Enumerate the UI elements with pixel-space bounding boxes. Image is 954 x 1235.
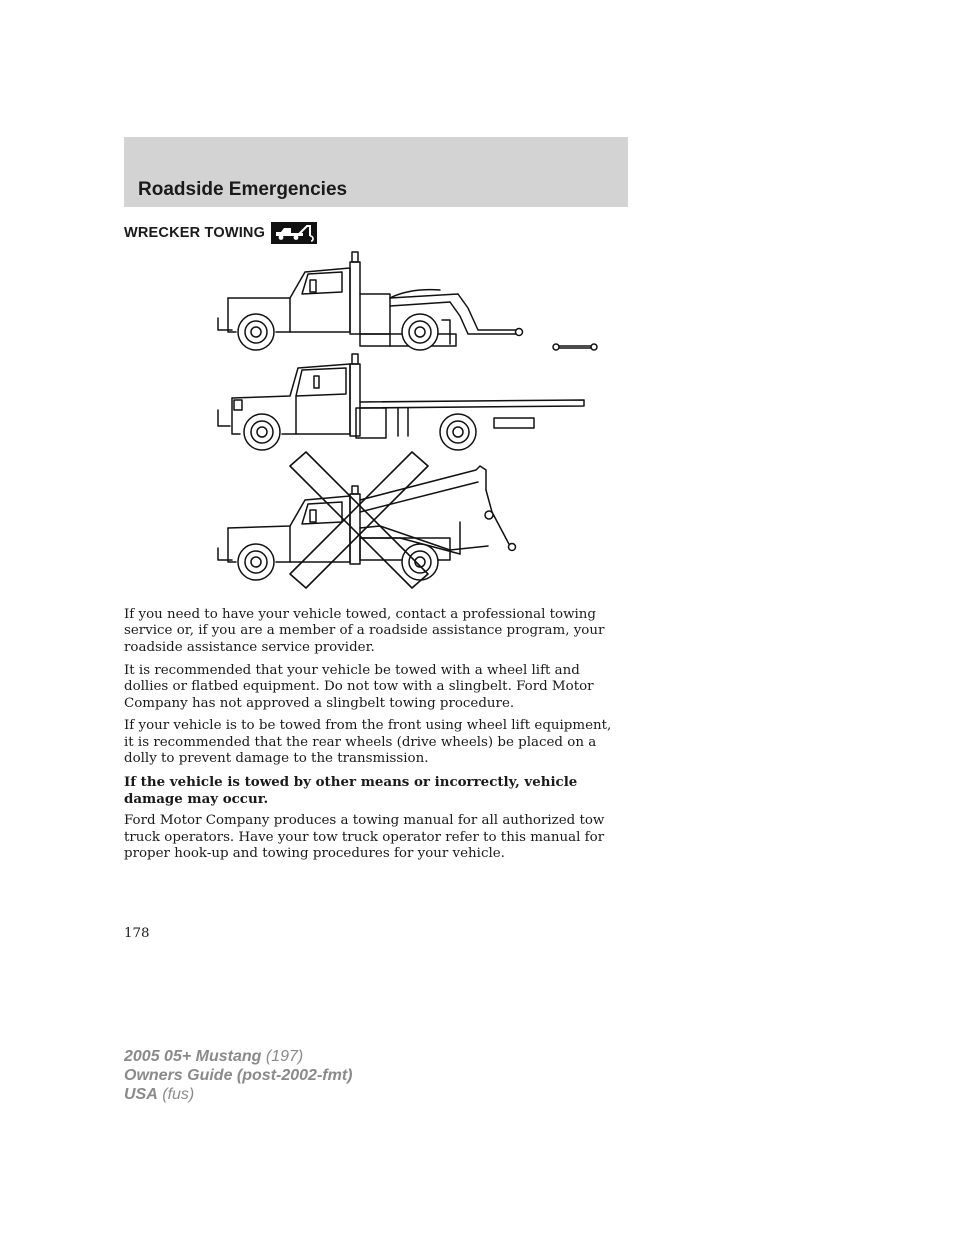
- paragraph: Ford Motor Company produces a towing manual for all authorized tow truck operators. Have your tow truck operator refer to this manual for proper hook-up and towing procedures for your vehicle.: [124, 813, 605, 862]
- paragraph: If your vehicle is to be towed from the front using wheel lift equipment, it is recommended that the rear wheels (drive wheels) be placed on a dolly to prevent damage to the transmission.: [124, 718, 612, 767]
- wheel-lift-truck-figure: [218, 252, 597, 350]
- page-number: 178: [124, 926, 150, 941]
- paragraph: If you need to have your vehicle towed, contact a professional towing service or, if you are a member of a roadside assistance program, your roadside assistance service provider.: [124, 607, 605, 655]
- warning-paragraph: If the vehicle is towed by other means or incorrectly, vehicle damage may occur.: [124, 774, 578, 807]
- footer-market: USA: [124, 1086, 158, 1103]
- document-footer: [124, 1047, 352, 1104]
- footer-guide: Owners Guide (post-2002-fmt): [124, 1067, 353, 1084]
- footer-line-3: [124, 1085, 352, 1104]
- footer-model: 2005 05+ Mustang: [124, 1048, 262, 1065]
- footer-line-1: [124, 1047, 352, 1066]
- paragraph: It is recommended that your vehicle be towed with a wheel lift and dollies or flatbed equipment. Do not tow with a slingbelt. Ford Motor Company has not approved a slingbelt towing procedure.: [124, 662, 594, 711]
- footer-line-2: [124, 1066, 352, 1085]
- section-heading: [124, 221, 317, 245]
- slingbelt-truck-figure: [218, 466, 516, 580]
- tow-truck-icon: [271, 222, 317, 244]
- section-heading-text: WRECKER TOWING: [124, 225, 266, 241]
- header-band: [124, 137, 628, 207]
- towing-illustration: [210, 250, 610, 590]
- flatbed-truck-figure: [218, 354, 584, 450]
- body-text: [124, 607, 624, 869]
- footer-model-code: (197): [265, 1048, 304, 1065]
- page-title: Roadside Emergencies: [138, 179, 348, 200]
- footer-market-code: (fus): [162, 1086, 195, 1103]
